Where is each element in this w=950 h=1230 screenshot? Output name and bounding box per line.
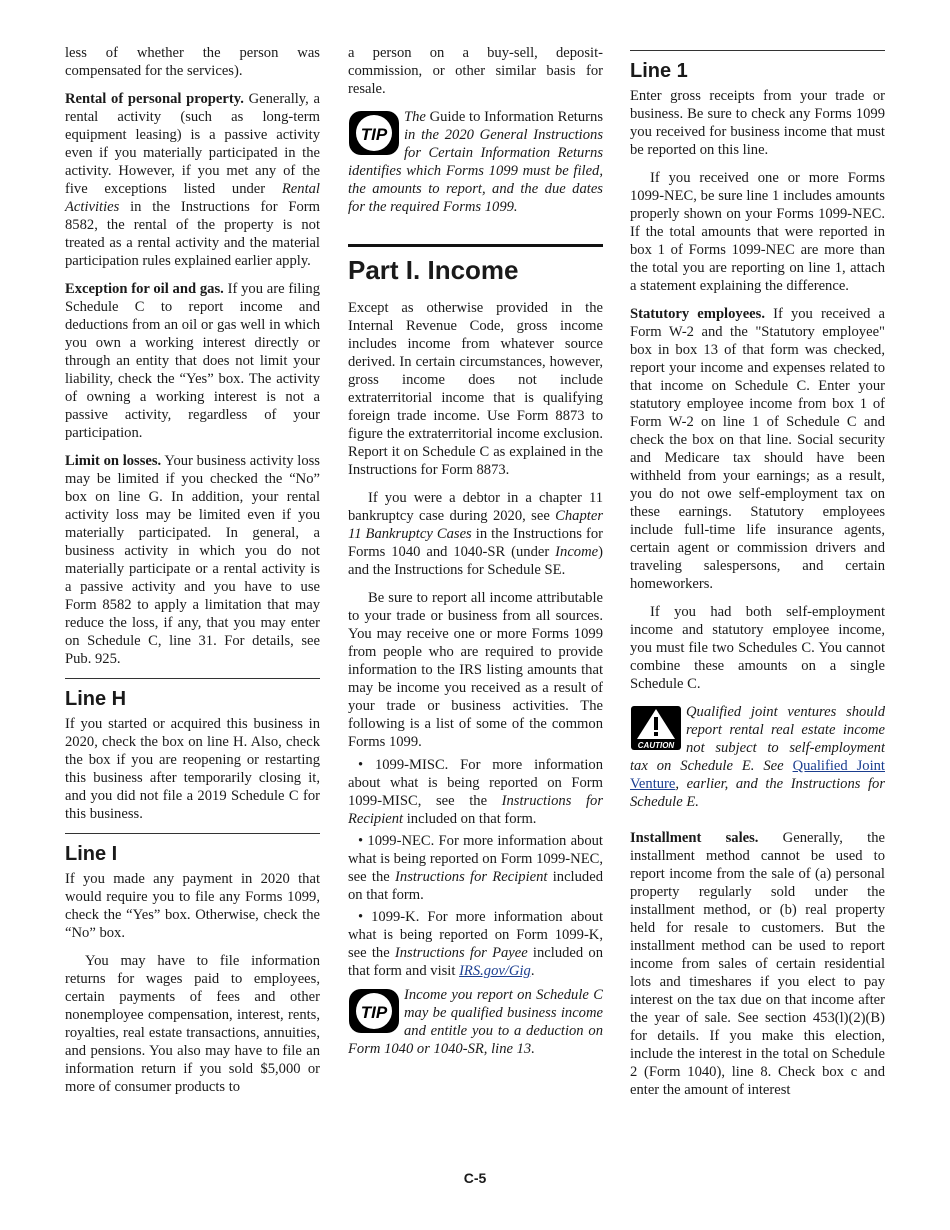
text-italic: Rental Activities [65,181,320,215]
paragraph: Enter gross receipts from your trade or business. Be sure to check any Forms 1099 you received for business income that must be reported on this line. [630,88,885,158]
section-divider [65,833,320,834]
tip-note [348,986,603,1058]
text: Generally, the installment method cannot be used to report income from the sale of (a) personal property regularly sold under the installment method, or (b) real property held for resale to customers. But the installment method can be used to report income from sales of certain residential lots and timeshares if you elect to pay interest on the tax due on that income after the year of sale. See section 453(l)(2)(B) for details. If you make this election, include the interest in the total on Schedule 2 (Form 1040), line 8. Check box c and enter the amount of interest [630,830,885,1098]
text-italic: Income [555,544,599,560]
irs-gig-link[interactable]: IRS.gov/Gig [459,963,531,979]
run-in-heading: Limit on losses. [65,453,162,469]
tip-icon [348,110,400,156]
text-italic: Instructions for Recipient [395,869,548,885]
section-divider [65,678,320,679]
paragraph-statutory-employees [630,305,885,593]
caution-label: CAUTION [637,741,675,750]
heading-line-1: Line 1 [630,60,688,82]
text: in the Instructions for Form 8582, the rental of the property is not treated as a rental activity and the material participation rules explained earlier apply. [65,199,320,269]
text: Your business activity loss may be limited if you checked the “No” box on line G. In addition, your rental activity loss may be limited even if you materially participated. In general, a business activity in which you do not materially participate or a rental activity is a passive activity and you have to use Form 8582 to apply a limitation that may reduce the loss, if any, that you may enter on Schedule C, line 31. For details, see Pub. 925. [65,453,320,667]
paragraph: If you made any payment in 2020 that would require you to file any Forms 1099, check the “Yes” box. Otherwise, check the “No” box. [65,871,320,941]
run-in-heading: Installment sales. [630,830,759,846]
text: • 1099-MISC. For more information about what is being reported on Form 1099-MISC, see the [348,757,603,809]
part-divider [348,244,603,247]
tip-label: TIP [360,1003,388,1022]
text-italic: Chapter 11 Bankruptcy Cases [348,508,603,542]
text: . [530,963,535,979]
paragraph: Except as otherwise provided in the Internal Revenue Code, gross income includes income from whatever source derived. In certain circumstances, however, gross income does not include extraterritorial income that is qualifying foreign trade income. Use Form 8873 to figure the extraterritorial income exclusion. Report it on Schedule C as explained in the Instructions for Form 8873. [348,300,603,478]
paragraph-rental-personal-property [65,90,320,270]
tip-icon [348,988,400,1034]
heading-line-i: Line I [65,843,118,865]
text: included on that form. [403,811,537,827]
text: in the Instructions for Forms 1040 and 1040-SR (under [348,526,603,560]
column-middle [348,44,603,1068]
paragraph: If you received one or more Forms 1099-NEC, be sure line 1 includes amounts properly shown on your Forms 1099-NEC. If the total amounts that were reported in box 1 of Forms 1099-NEC are more than the total you are reporting on line 1, attach a statement explaining the difference. [630,170,885,294]
text: • 1099-NEC. For more information about what is being reported on Form 1099-NEC, see the [348,833,603,885]
tip-label: TIP [360,125,388,144]
tip-note [348,108,603,216]
paragraph-limit-losses [65,452,320,668]
run-in-heading: Exception for oil and gas. [65,281,224,297]
list-item-1099-k [348,908,603,980]
text: If you were a debtor in a chapter 11 bankruptcy case during 2020, see [348,490,603,524]
column-left [65,44,320,1106]
caution-icon [630,705,682,751]
text: • 1099-K. For more information about what is being reported on Form 1099-K, see the [348,909,603,961]
paragraph-oil-gas [65,280,320,442]
paragraph: You may have to file information returns for wages paid to employees, certain payments of fees and other nonemployee compensation, interest, rents, royalties, real estate transactions, annuities, and pensions. You also may have to file an information return if you sold $5,000 or more of consumer products to [65,953,320,1095]
run-in-heading: Rental of personal property. [65,91,244,107]
run-in-heading: Statutory employees. [630,306,765,322]
column-right [630,50,885,1109]
text-italic: , earlier, and the Instructions for Schedule E. [630,776,885,810]
page-number: C-5 [463,1170,487,1186]
caution-note [630,703,885,811]
section-divider [630,50,885,51]
list-item-1099-misc [348,756,603,828]
heading-line-h: Line H [65,688,127,710]
text: Generally, a rental activity (such as long-term equipment leasing) is a passive activity even if you materially participated in the activity. However, if you met any of the five exceptions listed under [65,91,320,197]
heading-part-i-income: Part I. Income [348,255,519,285]
text-italic: Qualified joint ventures should report rental real estate income not subject to self-employment tax on Schedule E. See [630,704,885,774]
list-item-1099-nec [348,832,603,904]
text: If you are filing Schedule C to report income and deductions from an oil or gas well in which you own a working interest directly or through an entity that does not limit your liability, check the “Yes” box. The activity of owning a working interest is not a passive activity, regardless of your participation. [65,281,320,441]
text: included on that form and visit [348,945,603,979]
paragraph: less of whether the person was compensated for the services). [65,45,320,79]
paragraph: a person on a buy-sell, deposit-commission, or other similar basis for resale. [348,45,603,97]
text: included on that form. [348,869,603,903]
text-italic: Instructions for Recipient [348,793,603,827]
text: Guide to Information Returns [425,109,603,125]
text-italic: in the 2020 General Instructions for Certain Information Returns identifies which Forms 1099 must be filed, the amounts to report, and the due dates for the required Forms 1099. [348,127,603,215]
paragraph: If you started or acquired this business in 2020, check the box on line H. Also, check the box if you are reopening or restarting this business after temporarily closing it, and you did not file a 2019 Schedule C for this business. [65,716,320,822]
text-italic: Instructions for Payee [394,945,528,961]
text: If you received a Form W-2 and the "Statutory employee" box in box 13 of that form was checked, report your income and expenses related to that income on Schedule C. Enter your statutory employee income from box 1 of Form W-2 on line 1 of Schedule C and check the box on that line. Social security and Medicare tax should have been withheld from your earnings; as a result, you do not owe self-employment tax on these earnings. Statutory employees include full-time life insurance agents, certain agent or commission drivers and traveling salespersons, and certain homeworkers. [630,306,885,592]
paragraph: If you had both self-employment income and statutory employee income, you must file two Schedules C. You cannot combine these amounts on a single Schedule C. [630,604,885,692]
qualified-joint-venture-link[interactable]: Qualified Joint Venture [630,758,885,792]
text-italic: The [404,109,426,125]
text-italic: Income you report on Schedule C may be qualified business income and entitle you to a deduction on Form 1040 or 1040-SR, line 13. [348,987,603,1057]
paragraph-chapter-11 [348,489,603,579]
text: ) and the Instructions for Schedule SE. [348,544,603,578]
paragraph: Be sure to report all income attributable to your trade or business from all sources. You may receive one or more Forms 1099 from people who are required to provide information to the IRS listing amounts that may be income you received as a result of your trade or business activities. The following is a list of some of the common Forms 1099. [348,590,603,750]
paragraph-installment-sales [630,829,885,1099]
